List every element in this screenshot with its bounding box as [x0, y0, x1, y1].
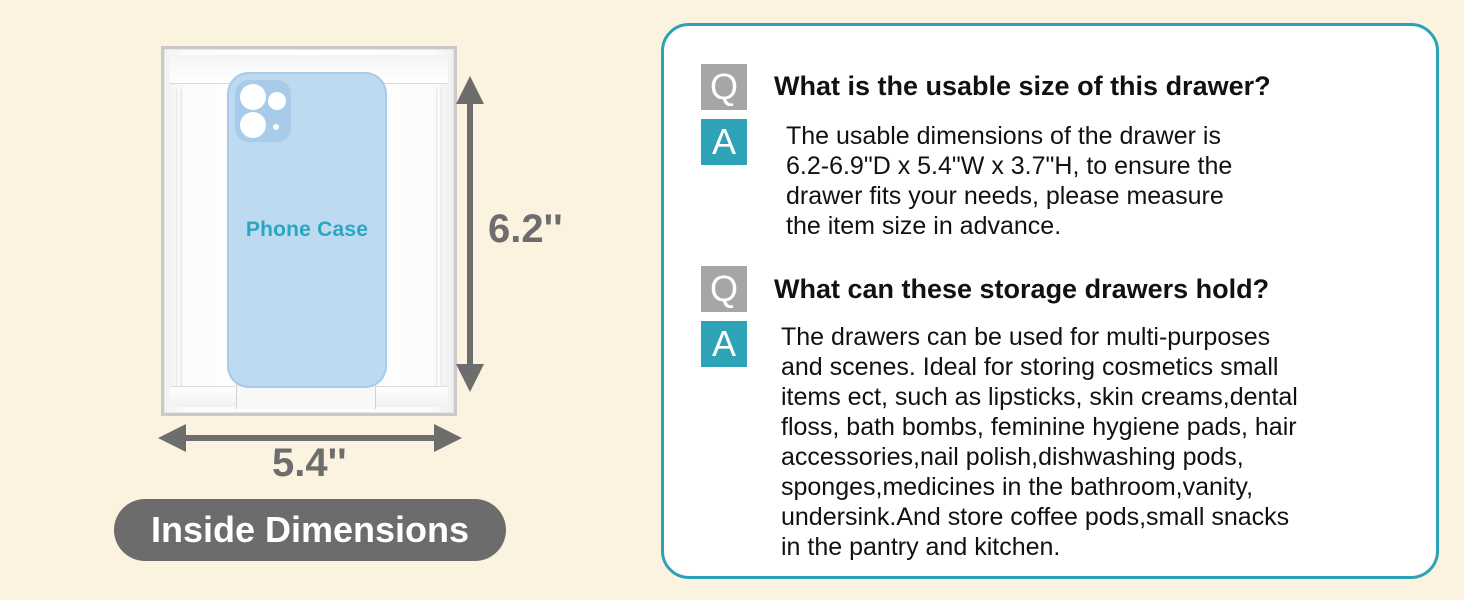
answer-line: 6.2-6.9"D x 5.4"W x 3.7"H, to ensure the: [786, 152, 1233, 180]
height-arrow-head-bottom: [456, 364, 484, 392]
answer-line: The drawers can be used for multi-purposes: [781, 323, 1271, 351]
inside-dimensions-caption: Inside Dimensions: [114, 499, 506, 561]
faq-question-1: What is the usable size of this drawer?: [774, 71, 1271, 101]
answer-line: sponges,medicines in the bathroom,vanity,: [781, 473, 1254, 501]
answer-badge: A: [701, 321, 747, 367]
height-arrow-head-top: [456, 76, 484, 104]
answer-line: and scenes. Ideal for storing cosmetics small: [781, 353, 1279, 381]
phone-case-label: Phone Case: [245, 218, 369, 241]
height-arrow-shaft: [467, 96, 473, 372]
answer-line: in the pantry and kitchen.: [781, 533, 1061, 561]
question-badge: Q: [701, 266, 747, 312]
faq-question-2: What can these storage drawers hold?: [774, 274, 1270, 304]
answer-line: The usable dimensions of the drawer is: [786, 122, 1221, 150]
faq-answer-1: [786, 121, 1232, 241]
answer-badge: A: [701, 119, 747, 165]
faq-answer-2: [781, 322, 1298, 562]
answer-line: accessories,nail polish,dishwashing pods,: [781, 443, 1244, 471]
question-badge: Q: [701, 64, 747, 110]
answer-line: floss, bath bombs, feminine hygiene pads, hair: [781, 413, 1297, 441]
width-dimension-label: 5.4'': [272, 441, 347, 485]
width-arrow-head-right: [434, 424, 462, 452]
answer-line: drawer fits your needs, please measure: [786, 182, 1224, 210]
width-arrow-head-left: [158, 424, 186, 452]
answer-line: items ect, such as lipsticks, skin creams,dental: [781, 383, 1298, 411]
answer-line: undersink.And store coffee pods,small snacks: [781, 503, 1290, 531]
answer-line: the item size in advance.: [786, 212, 1062, 240]
height-dimension-label: 6.2'': [488, 207, 563, 251]
faq-card: [661, 23, 1439, 579]
